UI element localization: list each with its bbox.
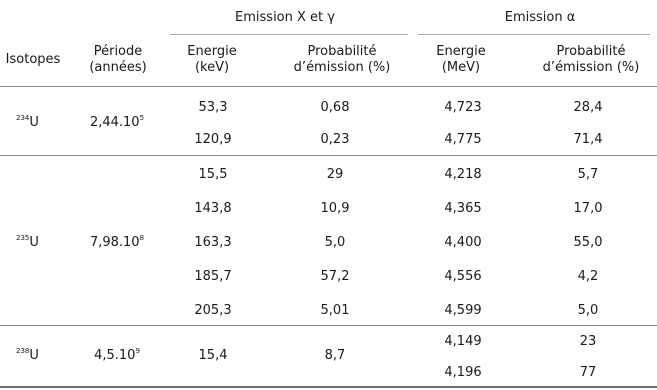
col-header-prob-alpha — [543, 44, 640, 76]
col-header-periode-line1: Période — [93, 44, 143, 59]
prob-alpha-cell: 71,4 — [573, 132, 603, 147]
energy-xg-cell: 205,3 — [194, 303, 232, 318]
table-bottom-rule — [0, 386, 657, 388]
prob-xg-cell: 5,0 — [324, 235, 346, 250]
row-rule-u234 — [0, 155, 657, 156]
col-header-isotopes: Isotopes — [5, 52, 61, 67]
col-header-prob-alpha-line2: d’émission (%) — [542, 60, 640, 75]
isotope-symbol: U — [29, 348, 39, 363]
col-header-energie-kev-line2: (keV) — [194, 60, 230, 75]
energy-xg-cell: 143,8 — [194, 201, 232, 216]
row-rule-u235 — [0, 325, 657, 326]
prob-alpha-cell: 5,7 — [577, 167, 599, 182]
prob-xg-cell: 57,2 — [320, 269, 350, 284]
energy-xg-cell: 15,5 — [198, 167, 228, 182]
isotope-cell-u238 — [16, 348, 39, 364]
prob-alpha-cell: 55,0 — [573, 235, 603, 250]
prob-xg-cell: 0,68 — [320, 100, 350, 115]
isotope-symbol: U — [29, 235, 39, 250]
energy-alpha-cell: 4,599 — [444, 303, 482, 318]
isotope-cell-u235 — [16, 235, 39, 251]
col-header-prob-xg-line1: Probabilité — [307, 44, 377, 59]
prob-alpha-cell: 5,0 — [577, 303, 599, 318]
group-header-xg: Emission X et γ — [235, 10, 335, 25]
energy-xg-cell: 15,4 — [198, 348, 228, 363]
col-header-prob-xg-line2: d’émission (%) — [293, 60, 391, 75]
prob-xg-cell: 10,9 — [320, 201, 350, 216]
prob-xg-cell: 29 — [326, 167, 344, 182]
isotope-mass: 238 — [16, 347, 30, 355]
col-header-prob-alpha-line1: Probabilité — [556, 44, 626, 59]
period-cell-u238 — [94, 348, 140, 364]
col-header-energie-mev — [436, 44, 485, 76]
isotope-cell-u234 — [16, 115, 39, 131]
energy-alpha-cell: 4,196 — [444, 365, 482, 380]
prob-xg-cell: 0,23 — [320, 132, 350, 147]
energy-alpha-cell: 4,723 — [444, 100, 482, 115]
energy-alpha-cell: 4,218 — [444, 167, 482, 182]
prob-alpha-cell: 28,4 — [573, 100, 603, 115]
period-exponent: 8 — [139, 234, 145, 242]
col-header-energie-kev-line1: Energie — [187, 44, 237, 59]
header-rule-bottom — [0, 86, 657, 87]
energy-xg-cell: 120,9 — [194, 132, 232, 147]
prob-alpha-cell: 4,2 — [577, 269, 599, 284]
isotope-mass: 234 — [16, 114, 30, 122]
group-rule-xg — [170, 34, 408, 35]
energy-alpha-cell: 4,400 — [444, 235, 482, 250]
prob-xg-cell: 8,7 — [324, 348, 346, 363]
prob-alpha-cell: 77 — [579, 365, 597, 380]
col-header-prob-xg — [294, 44, 391, 76]
period-mantissa: 2,44.10 — [89, 115, 140, 130]
prob-alpha-cell: 17,0 — [573, 201, 603, 216]
group-header-alpha: Emission α — [504, 10, 576, 25]
isotope-symbol: U — [29, 115, 39, 130]
period-exponent: 9 — [135, 347, 140, 355]
period-mantissa: 7,98.10 — [89, 235, 140, 250]
energy-alpha-cell: 4,775 — [444, 132, 482, 147]
energy-alpha-cell: 4,365 — [444, 201, 482, 216]
prob-xg-cell: 5,01 — [320, 303, 350, 318]
period-exponent: 5 — [139, 114, 145, 122]
energy-xg-cell: 53,3 — [198, 100, 228, 115]
energy-xg-cell: 163,3 — [194, 235, 232, 250]
energy-xg-cell: 185,7 — [194, 269, 232, 284]
period-cell-u234 — [90, 115, 144, 131]
energy-alpha-cell: 4,149 — [444, 334, 482, 349]
period-cell-u235 — [90, 235, 144, 251]
prob-alpha-cell: 23 — [579, 334, 597, 349]
col-header-energie-mev-line2: (MeV) — [441, 60, 481, 75]
energy-alpha-cell: 4,556 — [444, 269, 482, 284]
col-header-periode — [89, 44, 146, 76]
col-header-periode-line2: (années) — [89, 60, 147, 75]
col-header-energie-mev-line1: Energie — [436, 44, 486, 59]
isotope-mass: 235 — [16, 234, 30, 242]
period-mantissa: 4,5.10 — [94, 348, 136, 363]
col-header-energie-kev — [187, 44, 236, 76]
group-rule-alpha — [418, 34, 650, 35]
